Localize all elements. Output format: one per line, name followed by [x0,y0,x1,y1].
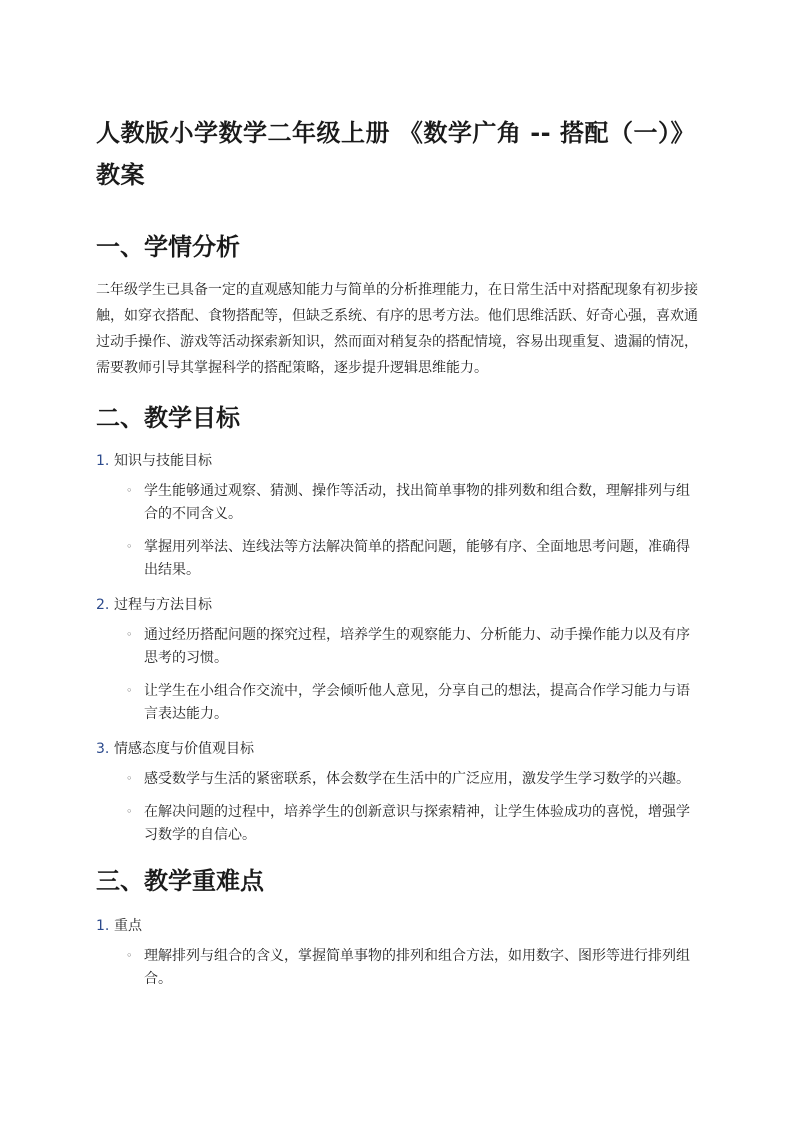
goal-item-knowledge [96,448,698,582]
sub-item-text: 学生能够通过观察、猜测、操作等活动，找出简单事物的排列数和组合数，理解排列与组合的不同含义。 [144,483,690,522]
sub-list-item [96,536,698,582]
list-number: 3. [96,741,110,757]
hollow-bullet-icon: ◦ [126,805,133,818]
goal-head [96,592,698,618]
teaching-goals-list [96,448,698,847]
key-points-list [96,913,698,991]
sub-list-item [96,480,698,526]
sub-list [96,768,698,847]
list-number: 1. [96,918,110,934]
sub-item-text: 理解排列与组合的含义，掌握简单事物的排列和组合方法，如用数字、图形等进行排列组合。 [144,948,690,987]
sub-item-text: 让学生在小组合作交流中，学会倾听他人意见，分享自己的想法，提高合作学习能力与语言表达能力。 [144,683,690,722]
goal-item-key-point [96,913,698,991]
hollow-bullet-icon: ◦ [126,772,133,785]
sub-list-item [96,801,698,847]
sub-list-item [96,680,698,726]
goal-head [96,448,698,474]
goal-label: 过程与方法目标 [114,597,212,613]
section-heading-key-difficult-points: 三、教学重难点 [96,867,264,895]
goal-item-emotion-values [96,736,698,847]
sub-list [96,480,698,582]
hollow-bullet-icon: ◦ [126,949,133,962]
learning-analysis-paragraph: 二年级学生已具备一定的直观感知能力与简单的分析推理能力，在日常生活中对搭配现象有初步接触，如穿衣搭配、食物搭配等，但缺乏系统、有序的思考方法。他们思维活跃、好奇心强，喜欢通过动手操作、游戏等活动探索新知识，然而面对稍复杂的搭配情境，容易出现重复、遗漏的情况，需要教师引导其掌握科学的搭配策略，逐步提升逻辑思维能力。 [96,282,698,376]
hollow-bullet-icon: ◦ [126,684,133,697]
section-heading-teaching-goals: 二、教学目标 [96,404,240,432]
hollow-bullet-icon: ◦ [126,628,133,641]
goal-label: 情感态度与价值观目标 [114,741,254,757]
goal-item-process-method [96,592,698,726]
sub-item-text: 通过经历搭配问题的探究过程，培养学生的观察能力、分析能力、动手操作能力以及有序思考的习惯。 [144,627,690,666]
list-number: 2. [96,597,110,613]
hollow-bullet-icon: ◦ [126,484,133,497]
sub-list-item [96,624,698,670]
list-number: 1. [96,453,110,469]
goal-label: 重点 [114,918,142,934]
goal-head [96,913,698,939]
goal-head [96,736,698,762]
hollow-bullet-icon: ◦ [126,540,133,553]
sub-list-item [96,945,698,991]
goal-label: 知识与技能目标 [114,453,212,469]
section-heading-learning-analysis: 一、学情分析 [96,233,240,261]
document-title: 人教版小学数学二年级上册 《数学广角 -- 搭配（一）》教案 [96,119,695,189]
sub-item-text: 掌握用列举法、连线法等方法解决简单的搭配问题，能够有序、全面地思考问题，准确得出结果。 [144,539,690,578]
sub-item-text: 感受数学与生活的紧密联系，体会数学在生活中的广泛应用，激发学生学习数学的兴趣。 [144,771,690,787]
sub-list-item [96,768,698,791]
sub-item-text: 在解决问题的过程中，培养学生的创新意识与探索精神，让学生体验成功的喜悦，增强学习数学的自信心。 [144,804,690,843]
sub-list [96,945,698,991]
sub-list [96,624,698,726]
